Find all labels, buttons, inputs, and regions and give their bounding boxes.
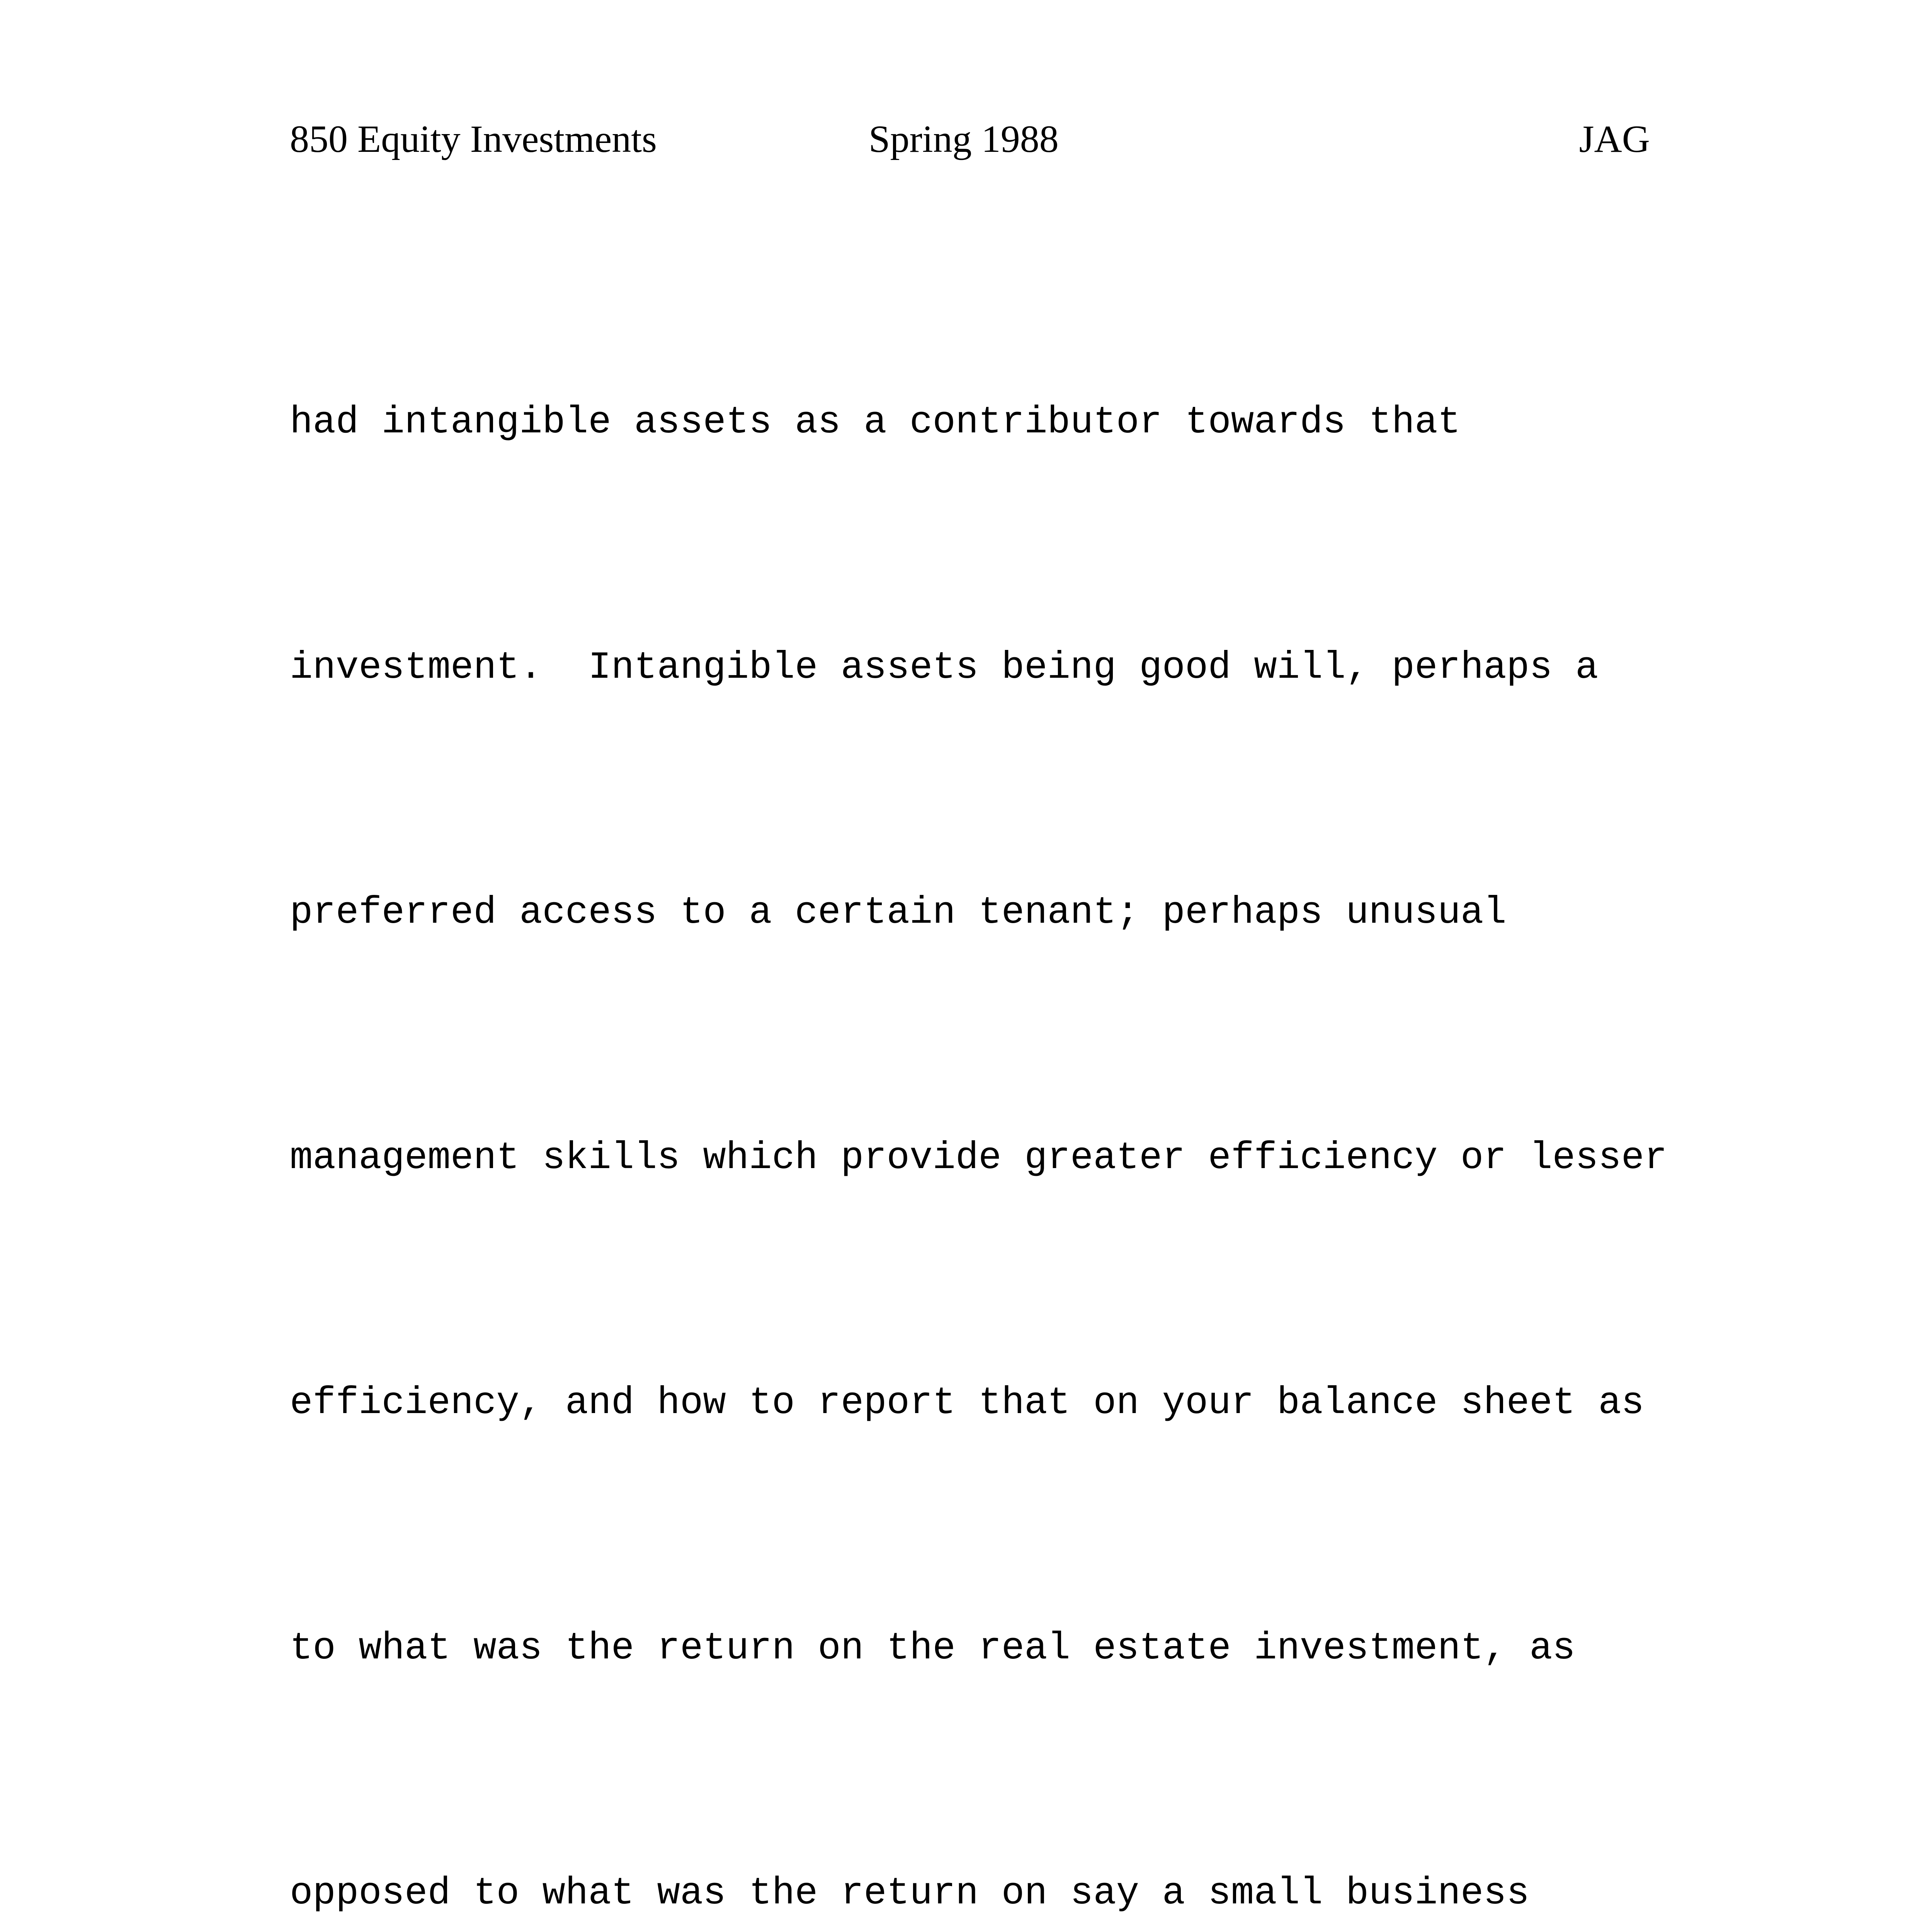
transcript-body — [290, 218, 1689, 1932]
text-line: preferred access to a certain tenant; perhaps unusual — [290, 891, 1507, 934]
text-line: had intangible assets as a contributor towards that — [290, 401, 1461, 444]
text-line: investment. Intangible assets being good will, perhaps a — [290, 646, 1599, 689]
header-term: Spring 1988 — [869, 117, 1059, 160]
text-line: to what was the return on the real estate investment, as — [290, 1626, 1575, 1670]
header-course: 850 Equity Investments — [290, 117, 657, 160]
text-line: efficiency, and how to report that on your balance sheet as — [290, 1381, 1645, 1425]
page-header — [290, 110, 1650, 168]
text-line: opposed to what was the return on say a small business — [290, 1872, 1530, 1915]
text-line: management skills which provide greater efficiency or lesser — [290, 1136, 1667, 1180]
header-initials: JAG — [1579, 117, 1650, 160]
